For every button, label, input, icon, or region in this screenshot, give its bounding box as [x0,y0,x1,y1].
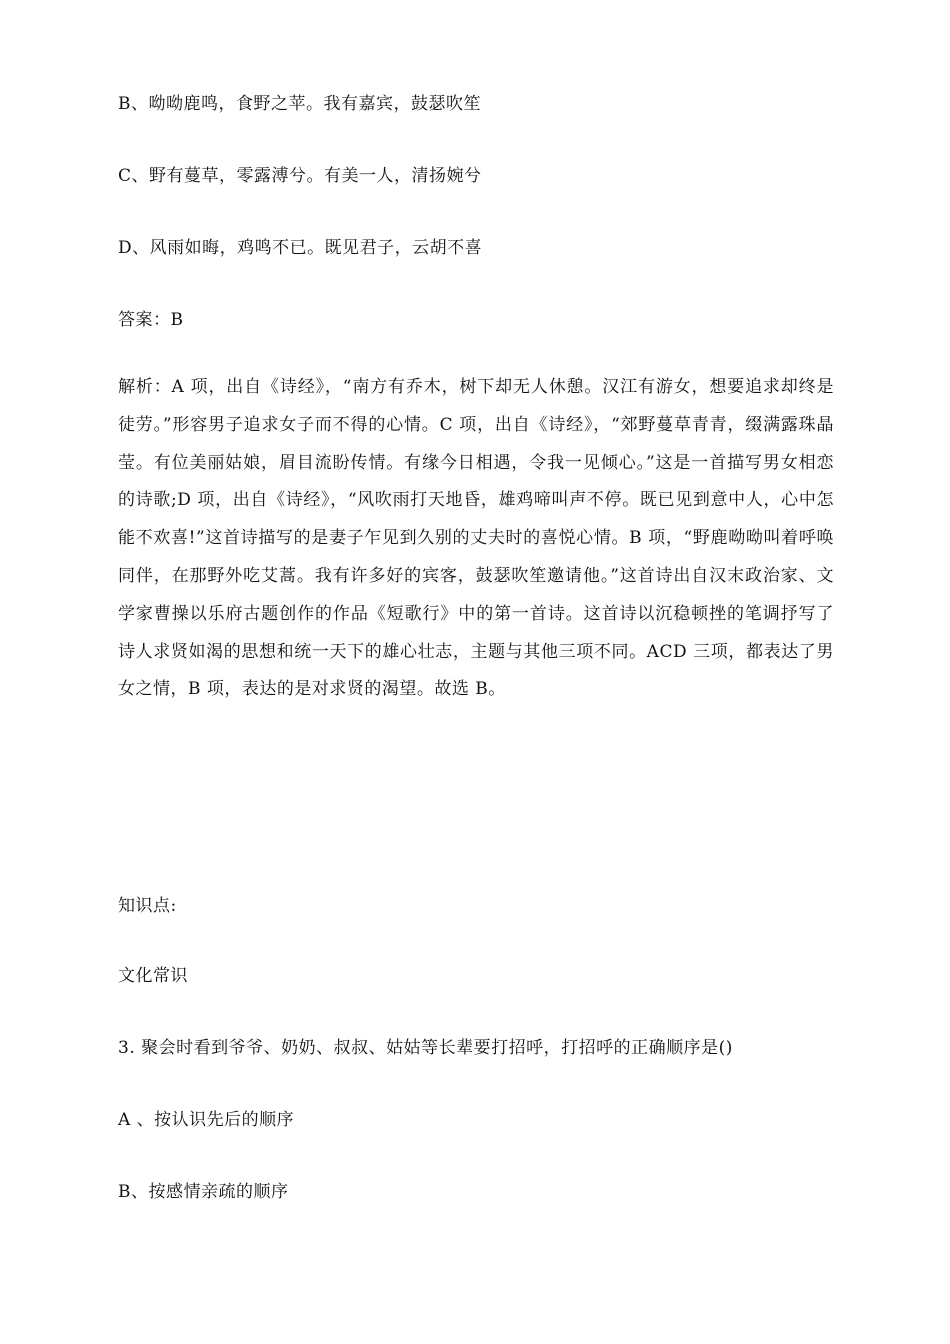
option-d: D、风雨如晦，鸡鸣不已。既见君子，云胡不喜 [118,238,483,258]
question-3-stem: 3. 聚会时看到爷爷、奶奶、叔叔、姑姑等长辈要打招呼，打招呼的正确顺序是() [118,1038,733,1058]
analysis-paragraph: 解析：A 项，出自《诗经》，“南方有乔木，树下却无人休憩。汉江有游女，想要追求却终是徒劳。”形容男子追求女子而不得的心情。C 项，出自《诗经》，“郊野蔓草青青，缀满露珠晶莹。有位美丽姑娘，眉目流盼传情。有缘今日相遇，令我一见倾心。”这是一首描写男女相恋的诗歌;D 项，出自《诗经》，“风吹雨打天地昏，雄鸡啼叫声不停。既已见到意中人，心中怎能不欢喜!”这首诗描写的是妻子乍见到久别的丈夫时的喜悦心情。B 项，“野鹿呦呦叫着呼唤同伴，在那野外吃艾蒿。我有许多好的宾客，鼓瑟吹笙邀请他。”这首诗出自汉末政治家、文学家曹操以乐府古题创作的作品《短歌行》中的第一首诗。这首诗以沉稳顿挫的笔调抒写了诗人求贤如渴的思想和统一天下的雄心壮志，主题与其他三项不同。ACD 三项，都表达了男女之情，B 项，表达的是对求贤的渴望。故选 B。 [118,377,834,700]
answer-line: 答案：B [118,310,184,330]
option-c: C、野有蔓草，零露溥兮。有美一人，清扬婉兮 [118,166,482,186]
question-3-option-b: B、按感情亲疏的顺序 [118,1182,289,1202]
question-3-option-a: A 、按认识先后的顺序 [118,1110,295,1130]
knowledge-point-label: 知识点: [118,896,177,916]
option-b: B、呦呦鹿鸣，食野之苹。我有嘉宾，鼓瑟吹笙 [118,94,481,114]
knowledge-point-value: 文化常识 [118,966,188,986]
